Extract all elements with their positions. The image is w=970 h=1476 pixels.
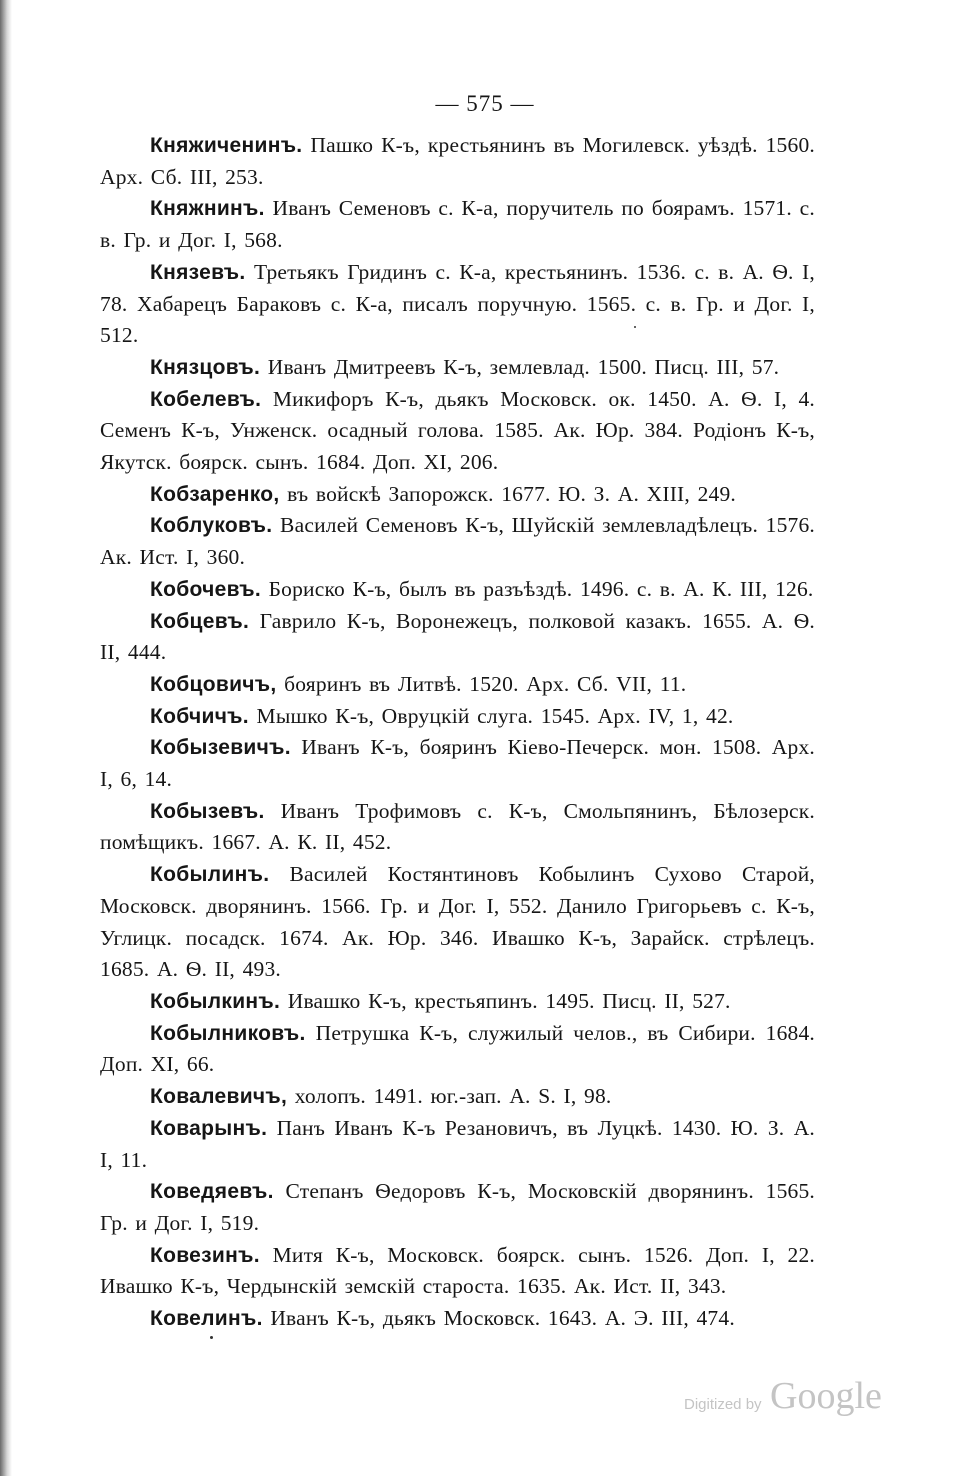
entry-surname: Коведяевъ. — [150, 1180, 274, 1204]
entry-text: холопъ. 1491. юг.-зап. А. S. I, 98. — [287, 1084, 612, 1109]
entry-text: Ивашко К-ъ, крестьяпинъ. 1495. Писц. II, 527. — [280, 988, 731, 1013]
entry — [100, 986, 815, 1018]
entry-surname: Князевъ. — [150, 260, 246, 284]
entry — [100, 479, 815, 511]
entry — [100, 1018, 815, 1081]
entry — [100, 257, 815, 352]
entry — [100, 732, 815, 795]
entry — [100, 606, 815, 669]
entry-surname: Князцовъ. — [150, 355, 261, 379]
entry-surname: Кобзаренко, — [150, 482, 280, 506]
entry — [100, 1303, 815, 1335]
entry — [100, 1081, 815, 1113]
entry-text: Иванъ Трофимовъ с. К-ъ, Смольпянинъ, Бѣлозерск. помѣщикъ. 1667. А. К. II, 452. — [100, 798, 815, 855]
entry-surname: Ковелинъ. — [150, 1307, 263, 1331]
entry-text: Панъ Иванъ К-ъ Резановичъ, въ Луцкѣ. 1430. Ю. З. А. I, 11. — [100, 1115, 815, 1172]
entry-text: Степанъ Ѳедоровъ К-ъ, Московскій дворянинъ. 1565. Гр. и Дог. I, 519. — [100, 1179, 815, 1235]
entry-surname: Кобызевичъ. — [150, 736, 291, 760]
entry-surname: Кобелевъ. — [150, 387, 262, 411]
entry — [100, 574, 815, 606]
entry-surname: Кобчичъ. — [150, 704, 249, 728]
entry-text: Петрушка К-ъ, служилый челов., въ Сибири. 1684. Доп. XI, 66. — [100, 1020, 815, 1077]
digitized-watermark — [684, 1372, 894, 1422]
entry — [100, 193, 815, 256]
entry-text: Иванъ Дмитреевъ К-ъ, землевлад. 1500. Писц. III, 57. — [260, 354, 780, 379]
entry-surname: Кобылкинъ. — [150, 989, 281, 1013]
entry-text: Митя К-ъ, Московск. боярск. сынъ. 1526. Доп. I, 22. Ивашко К-ъ, Чердынскій земскій староста. 1635. Ак. Ист. II, 343. — [100, 1242, 815, 1299]
entry-surname: Кобцовичъ, — [150, 672, 277, 696]
entry-surname: Коблуковъ. — [150, 514, 273, 538]
entry — [100, 669, 815, 701]
entry — [100, 510, 815, 573]
entry-text: Мышко К-ъ, Овруцкій слуга. 1545. Арх. IV, 1, 42. — [248, 703, 734, 728]
entry-text: Василей Костянтиновъ Кобылинъ Сухово Старой, Московск. дворянинъ. 1566. Гр. и Дог. I, 552. Данило Григорьевъ с. К-ъ, Углицк. посадск. 1674. Ак. Юр. 346. Ивашко К-ъ, Зарайск. стрѣлецъ. 1685. А. Ѳ. II, 493. — [100, 862, 815, 982]
entry-surname: Кобылниковъ. — [150, 1021, 306, 1045]
watermark-prefix: Digitized by — [684, 1396, 762, 1413]
entry-surname: Ковалевичъ, — [150, 1085, 288, 1109]
entry-surname: Кобызевъ. — [150, 799, 265, 823]
entry-text: Микифоръ К-ъ, дьякъ Московск. ок. 1450. А. Ѳ. I, 4. Семенъ К-ъ, Унженск. осадный голова. 1585. Ак. Юр. 384. Родіонъ К-ъ, Якутск. боярск. сынъ. 1684. Доп. XI, 206. — [100, 386, 815, 475]
entry-text: Гаврило К-ъ, Воронежецъ, полковой казакъ. 1655. А. Ѳ. II, 444. — [100, 608, 815, 665]
entry — [100, 1176, 815, 1239]
entry-surname: Кобцевъ. — [150, 609, 250, 633]
entry-surname: Ковезинъ. — [150, 1243, 260, 1267]
entry-text: Василей Семеновъ К-ъ, Шуйскій землевладѣлецъ. 1576. Ак. Ист. I, 360. — [100, 513, 815, 570]
ink-speck — [210, 1336, 213, 1339]
entry-text: Иванъ К-ъ, дьякъ Московск. 1643. А. Э. III, 474. — [262, 1306, 735, 1331]
google-logo: Google — [770, 1375, 882, 1417]
ink-speck — [634, 326, 636, 328]
entry-text: Иванъ Семеновъ с. К-а, поручитель по боярамъ. 1571. с. в. Гр. и Дог. I, 568. — [100, 196, 815, 253]
entry-text: бояринъ въ Литвѣ. 1520. Арх. Сб. VII, 11. — [276, 671, 687, 696]
entry-surname: Кобылинъ. — [150, 863, 270, 887]
page-number: — 575 — — [435, 91, 535, 116]
entry-text: Иванъ К-ъ, бояринъ Кіево-Печерск. мон. 1508. Арх. I, 6, 14. — [100, 735, 815, 792]
page-edge-shadow — [0, 0, 12, 1476]
entry — [100, 1240, 815, 1303]
entry-surname: Коварынъ. — [150, 1116, 268, 1140]
entry — [100, 701, 815, 733]
entry — [100, 384, 815, 479]
dictionary-entries — [100, 130, 815, 1335]
entry-text: Пашко К-ъ, крестьянинъ въ Могилевск. уѣздѣ. 1560. Арх. Сб. III, 253. — [100, 133, 815, 189]
entry-surname: Княжнинъ. — [150, 197, 265, 221]
entry — [100, 352, 815, 384]
entry — [100, 1113, 815, 1176]
entry-text: Бориско К-ъ, былъ въ разъѣздѣ. 1496. с. в. А. К. III, 126. — [261, 576, 814, 601]
entry — [100, 796, 815, 859]
entry — [100, 130, 815, 193]
entry-surname: Кобочевъ. — [150, 577, 262, 601]
entry-text: Третьякъ Гридинъ с. К-а, крестьянинъ. 1536. с. в. А. Ѳ. I, 78. Хабарецъ Бараковъ с. К-а, писалъ поручную. 1565. с. в. Гр. и Дог. I, 512. — [100, 259, 815, 348]
entry-surname: Княжиченинъ. — [150, 134, 303, 157]
entry-text: въ войскѣ Запорожск. 1677. Ю. З. А. XIII, 249. — [279, 481, 736, 506]
entry — [100, 859, 815, 986]
